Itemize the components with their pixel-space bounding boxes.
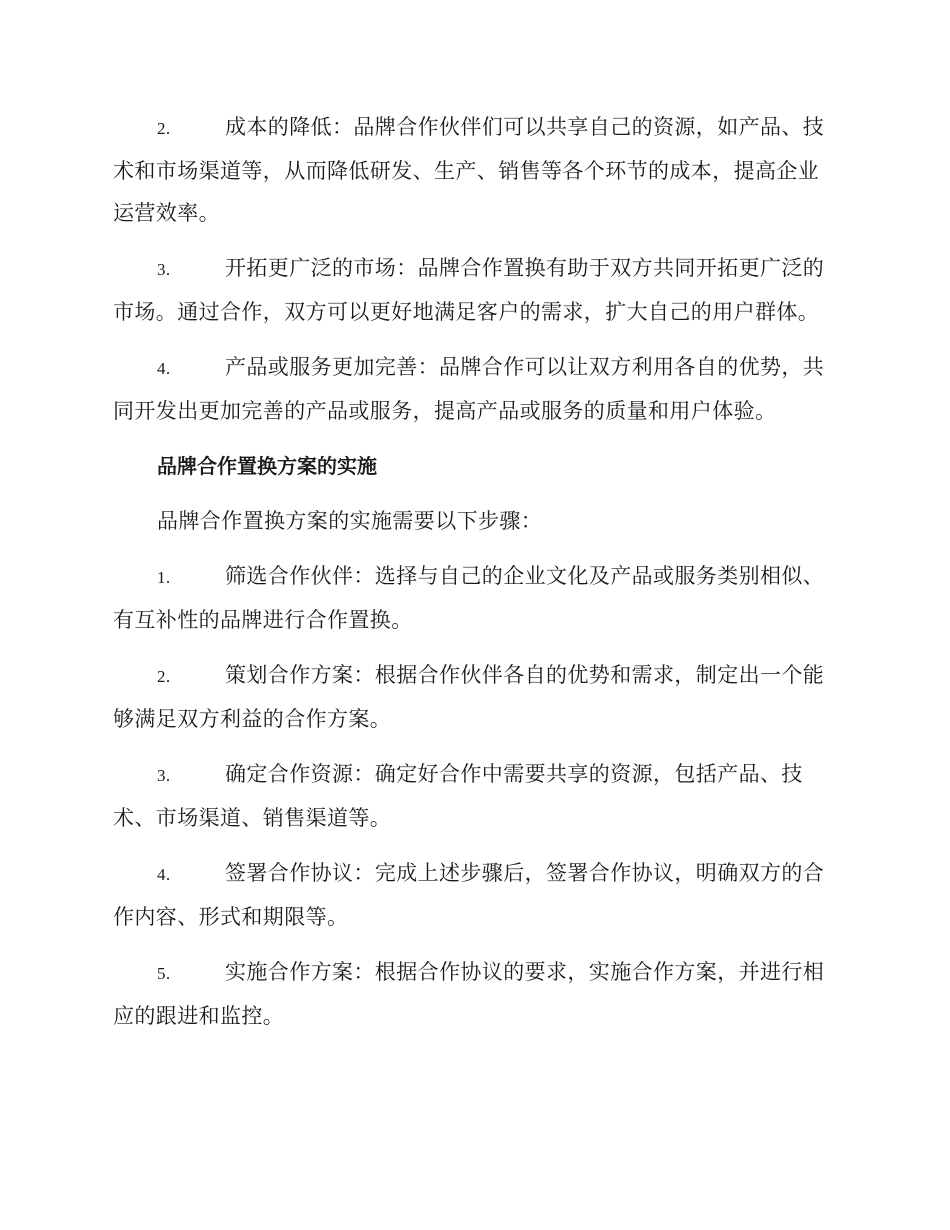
list-item: [113, 247, 838, 333]
section-heading: 品牌合作置换方案的实施: [157, 454, 377, 478]
step-text: 筛选合作伙伴：选择与自己的企业文化及产品或服务类别相似、有互补性的品牌进行合作置换。: [113, 564, 825, 632]
step-item: [113, 555, 838, 641]
step-number: 5.: [157, 964, 171, 983]
step-item: [113, 951, 838, 1037]
step-number: 2.: [157, 667, 171, 686]
step-text: 签署合作协议：完成上述步骤后，签署合作协议，明确双方的合作内容、形式和期限等。: [113, 861, 825, 929]
list-item-number: 4.: [157, 359, 171, 378]
step-text: 实施合作方案：根据合作协议的要求，实施合作方案，并进行相应的跟进和监控。: [113, 960, 825, 1028]
step-text: 确定合作资源：确定好合作中需要共享的资源，包括产品、技术、市场渠道、销售渠道等。: [113, 762, 803, 830]
step-item: [113, 753, 838, 839]
list-item: [113, 346, 838, 432]
step-item: [113, 852, 838, 938]
list-item-number: 2.: [157, 119, 171, 138]
step-text: 策划合作方案：根据合作伙伴各自的优势和需求，制定出一个能够满足双方利益的合作方案。: [113, 663, 825, 731]
step-number: 1.: [157, 568, 171, 587]
list-item-text: 成本的降低：品牌合作伙伴们可以共享自己的资源，如产品、技术和市场渠道等，从而降低研发、生产、销售等各个环节的成本，提高企业运营效率。: [113, 115, 825, 225]
step-number: 4.: [157, 865, 171, 884]
section-intro: 品牌合作置换方案的实施需要以下步骤：: [157, 509, 543, 533]
step-item: [113, 654, 838, 740]
list-item-text: 产品或服务更加完善：品牌合作可以让双方利用各自的优势，共同开发出更加完善的产品或服务，提高产品或服务的质量和用户体验。: [113, 355, 825, 423]
list-item: [113, 106, 838, 234]
list-item-text: 开拓更广泛的市场：品牌合作置换有助于双方共同开拓更广泛的市场。通过合作，双方可以更好地满足客户的需求，扩大自己的用户群体。: [113, 256, 825, 324]
step-number: 3.: [157, 766, 171, 785]
document-content: [113, 106, 838, 1050]
list-item-number: 3.: [157, 260, 171, 279]
